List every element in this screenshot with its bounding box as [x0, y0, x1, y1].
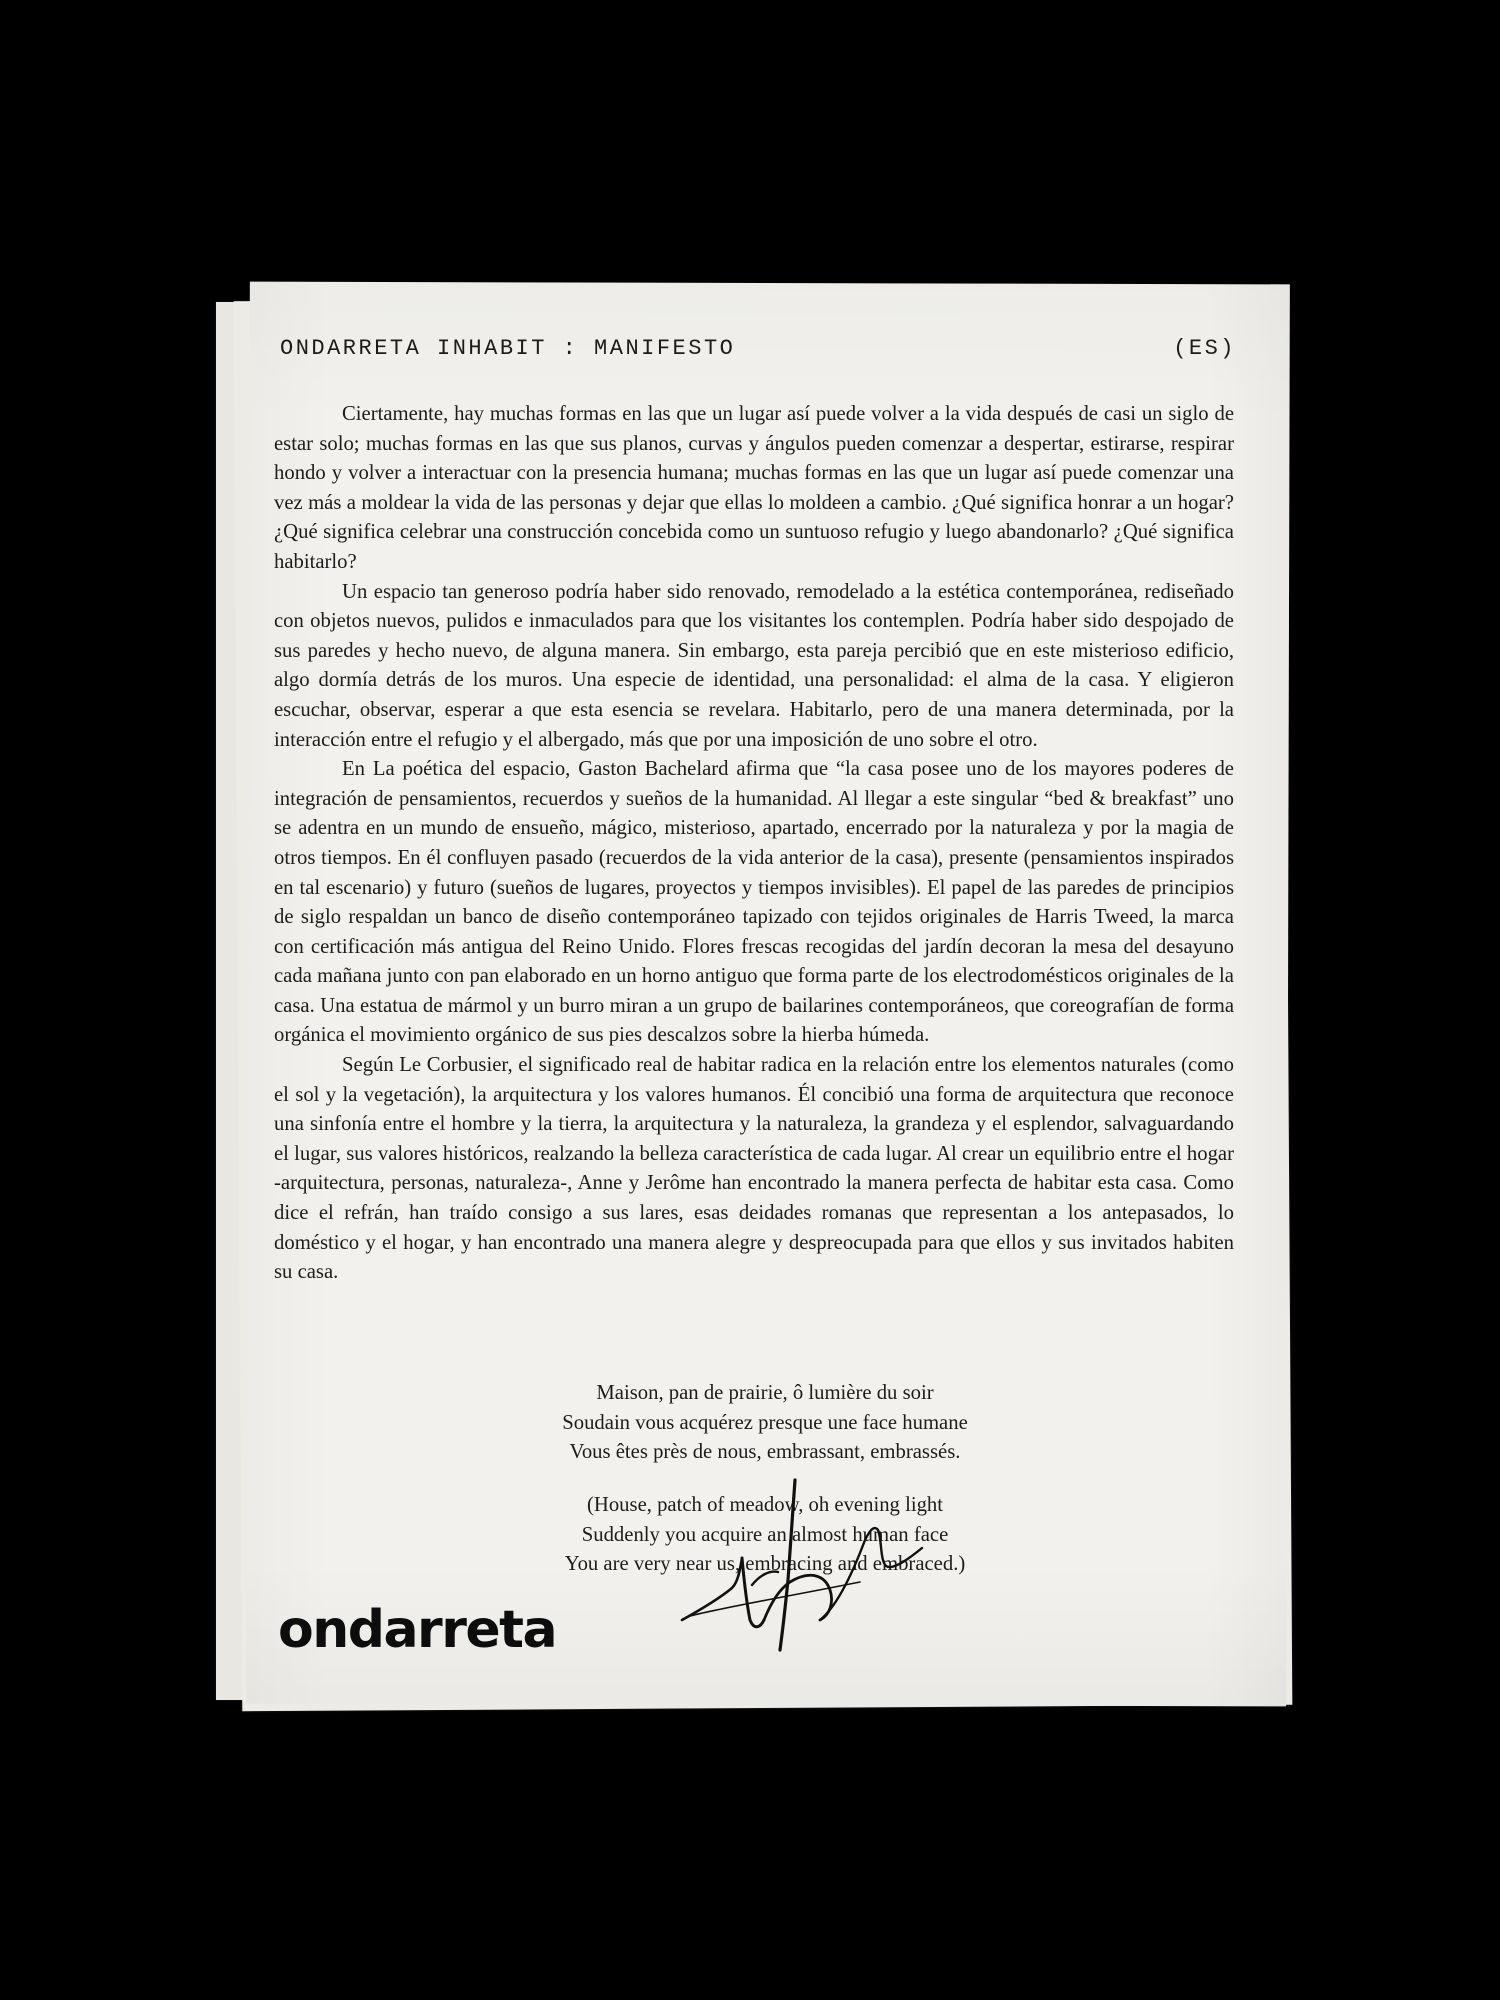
- poem-french: [420, 1379, 1110, 1468]
- paragraph: En La poética del espacio, Gaston Bachelard afirma que “la casa posee uno de los mayores poderes de integración de pensamientos, recuerdos y sueños de la humanidad. Al llegar a este singular “bed & breakfast” uno se adentra en un mundo de ensueño, mágico, misterioso, apartado, encerrado por la naturaleza y por la magia de otros tiempos. En él confluyen pasado (recuerdos de la vida anterior de la casa), presente (pensamientos inspirados en tal escenario) y futuro (sueños de lugares, proyectos y tiempos invisibles). El papel de las paredes de principios de siglo respaldan un banco de diseño contemporáneo tapizado con tejidos originales de Harris Tweed, la marca con certificación más antigua del Reino Unido. Flores frescas recogidas del jardín decoran la mesa del desayuno cada mañana junto con pan elaborado en un horno antiguo que forma parte de los electrodomésticos originales de la casa. Una estatua de mármol y un burro miran a un grupo de bailarines contemporáneos, que coreografían de forma orgánica el movimiento orgánico de sus pies descalzos sobre la hierba húmeda.: [274, 758, 1234, 1047]
- ondarreta-logo: ondarreta: [278, 1600, 557, 1660]
- poem-line: (House, patch of meadow, oh evening light: [587, 1494, 943, 1516]
- signature-icon: [660, 1470, 960, 1660]
- poem-line: You are very near us, embracing and embraced.): [564, 1553, 966, 1576]
- poem-line: Maison, pan de prairie, ô lumière du soir: [596, 1382, 934, 1404]
- paragraph: Un espacio tan generoso podría haber sido renovado, remodelado a la estética contemporánea, rediseñado con objetos nuevos, pulidos e inmaculados para que los visitantes los contemplen. Podría haber sido despojado de sus paredes y hecho nuevo, de alguna manera. Sin embargo, esta pareja percibió que en este misterioso edificio, algo dormía detrás de los muros. Una especie de identidad, una personalidad: el alma de la casa. Y eligieron escuchar, observar, esperar a que esta esencia se revelara. Habitarlo, pero de una manera determinada, por la interacción entre el refugio y el albergado, más que por una imposición de uno sobre el otro.: [274, 580, 1234, 751]
- paragraph: Según Le Corbusier, el significado real de habitar radica en la relación entre los elementos naturales (como el sol y la vegetación), la arquitectura y los valores humanos. Él concibió una forma de arquitectura que reconoce una sinfonía entre el hombre y la tierra, la arquitectura y la naturaleza, la grandeza y el esplendor, salvaguardando el lugar, sus valores históricos, realzando la belleza característica de cada lugar. Al crear un equilibrio entre el hogar -arquitectura, personas, naturaleza-, Anne y Jerôme han encontrado la manera perfecta de habitar esta casa. Como dice el refrán, han traído consigo a sus lares, esas deidades romanas que representan a los antepasados, lo doméstico y el hogar, y han encontrado una manera alegre y despreocupada para que ellos y sus invitados habiten su casa.: [274, 1054, 1234, 1284]
- poem-line: Soudain vous acquérez presque une face humane: [562, 1411, 968, 1434]
- document-header: [280, 336, 1236, 361]
- document-title: ONDARRETA INHABIT : MANIFESTO: [280, 336, 736, 361]
- language-tag: (ES): [1173, 336, 1236, 361]
- paragraph: Ciertamente, hay muchas formas en las que un lugar así puede volver a la vida después de casi un siglo de estar solo; muchas formas en las que sus planos, curvas y ángulos pueden comenzar a despertar, estirarse, respirar hondo y volver a interactuar con la presencia humana; muchas formas en las que un lugar así puede comenzar una vez más a moldear la vida de las personas y dejar que ellas lo moldeen a cambio. ¿Qué significa honrar a un hogar? ¿Qué significa celebrar una construcción concebida como un suntuoso refugio y luego abandonarlo? ¿Qué significa habitarlo?: [274, 403, 1234, 573]
- manifesto-body: [274, 400, 1234, 1288]
- poem-line: Vous êtes près de nous, embrassant, embrassés.: [569, 1441, 961, 1464]
- poem-line: Suddenly you acquire an almost human face: [581, 1523, 949, 1546]
